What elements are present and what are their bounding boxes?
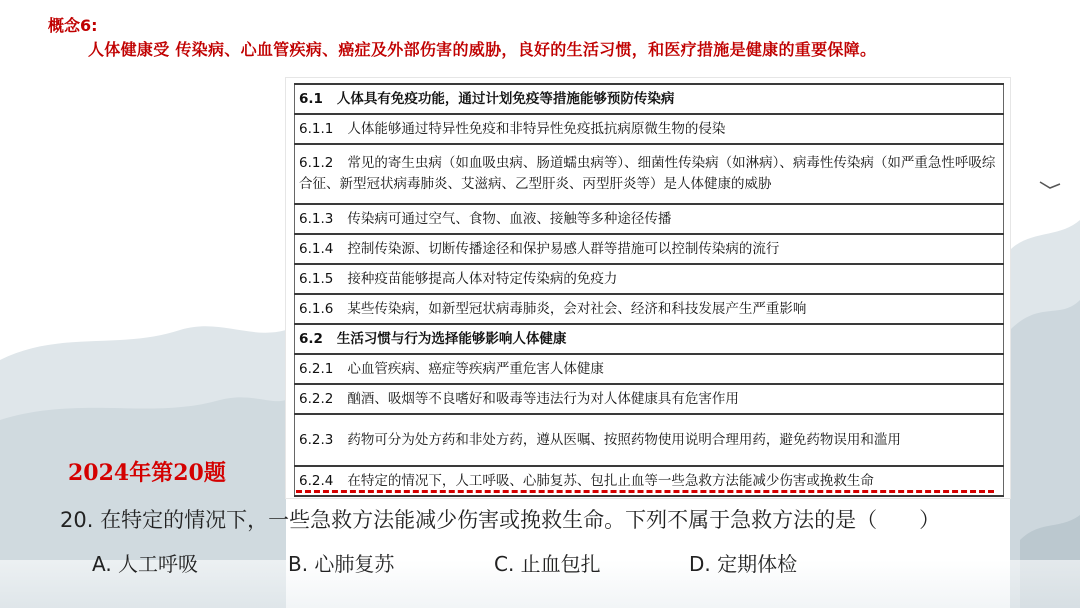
- concept-block: [48, 14, 1028, 62]
- standards-table: [294, 83, 1004, 497]
- option-b: B. 心肺复苏: [288, 552, 395, 576]
- table-row: [295, 384, 1004, 414]
- item-number: 6.2: [299, 330, 323, 347]
- table-row: [295, 354, 1004, 384]
- item-number: 6.1.5: [299, 270, 334, 287]
- item-text: 心血管疾病、癌症等疾病严重危害人体健康: [347, 360, 604, 377]
- exam-question: 20. 在特定的情况下，一些急救方法能减少伤害或挽救生命。下列不属于急救方法的是（ ）: [60, 508, 941, 532]
- option-d: D. 定期体检: [689, 552, 798, 576]
- concept-title: 概念6:: [48, 16, 98, 35]
- concept-body: 人体健康受 传染病、心血管疾病、癌症及外部伤害的威胁，良好的生活习惯，和医疗措施是健康的重要保障。: [88, 40, 877, 59]
- table-row: [295, 144, 1004, 204]
- item-number: 6.2.1: [299, 360, 334, 377]
- item-text: 接种疫苗能够提高人体对特定传染病的免疫力: [347, 270, 618, 287]
- item-number: 6.2.4: [299, 472, 334, 489]
- item-number: 6.1.1: [299, 120, 334, 137]
- item-text: 人体能够通过特异性免疫和非特异性免疫抵抗病原微生物的侵染: [347, 120, 726, 137]
- table-row: [295, 84, 1004, 114]
- item-number: 6.1.3: [299, 210, 334, 227]
- item-number: 6.1: [299, 90, 323, 107]
- item-text: 常见的寄生虫病（如血吸虫病、肠道蠕虫病等）、细菌性传染病（如淋病）、病毒性传染病（如严重急性呼吸综合征、新型冠状病毒肺炎、艾滋病、乙型肝炎、丙型肝炎等）是人体健康的威胁: [299, 155, 996, 192]
- item-text: 在特定的情况下，人工呼吸、心肺复苏、包扎止血等一些急救方法能减少伤害或挽救生命: [347, 472, 874, 489]
- table-row: [295, 234, 1004, 264]
- table-row: [295, 294, 1004, 324]
- table-row: [295, 264, 1004, 294]
- item-text: 某些传染病，如新型冠状病毒肺炎，会对社会、经济和科技发展产生严重影响: [347, 300, 807, 317]
- item-number: 6.2.2: [299, 390, 334, 407]
- item-text: 传染病可通过空气、食物、血液、接触等多种途径传播: [347, 210, 672, 227]
- curriculum-standard-excerpt: [286, 78, 1010, 498]
- option-c: C. 止血包扎: [494, 552, 601, 576]
- item-number: 6.2.3: [299, 431, 334, 448]
- item-text: 生活习惯与行为选择能够影响人体健康: [336, 330, 567, 347]
- table-row: [295, 414, 1004, 466]
- item-text: 药物可分为处方药和非处方药，遵从医嘱、按照药物使用说明合理用药，避免药物误用和滥用: [347, 431, 901, 448]
- item-number: 6.1.2: [299, 155, 334, 171]
- table-row: [295, 114, 1004, 144]
- option-a: A. 人工呼吸: [92, 552, 199, 576]
- exam-year-label: 2024年第20题: [68, 460, 226, 486]
- table-row: [295, 324, 1004, 354]
- highlight-dashed-underline: [296, 490, 994, 493]
- item-text: 人体具有免疫功能，通过计划免疫等措施能够预防传染病: [336, 90, 675, 107]
- table-row: [295, 204, 1004, 234]
- item-number: 6.1.4: [299, 240, 334, 257]
- item-number: 6.1.6: [299, 300, 334, 317]
- item-text: 酗酒、吸烟等不良嗜好和吸毒等违法行为对人体健康具有危害作用: [347, 390, 739, 407]
- item-text: 控制传染源、切断传播途径和保护易感人群等措施可以控制传染病的流行: [347, 240, 780, 257]
- answer-options: [92, 548, 992, 577]
